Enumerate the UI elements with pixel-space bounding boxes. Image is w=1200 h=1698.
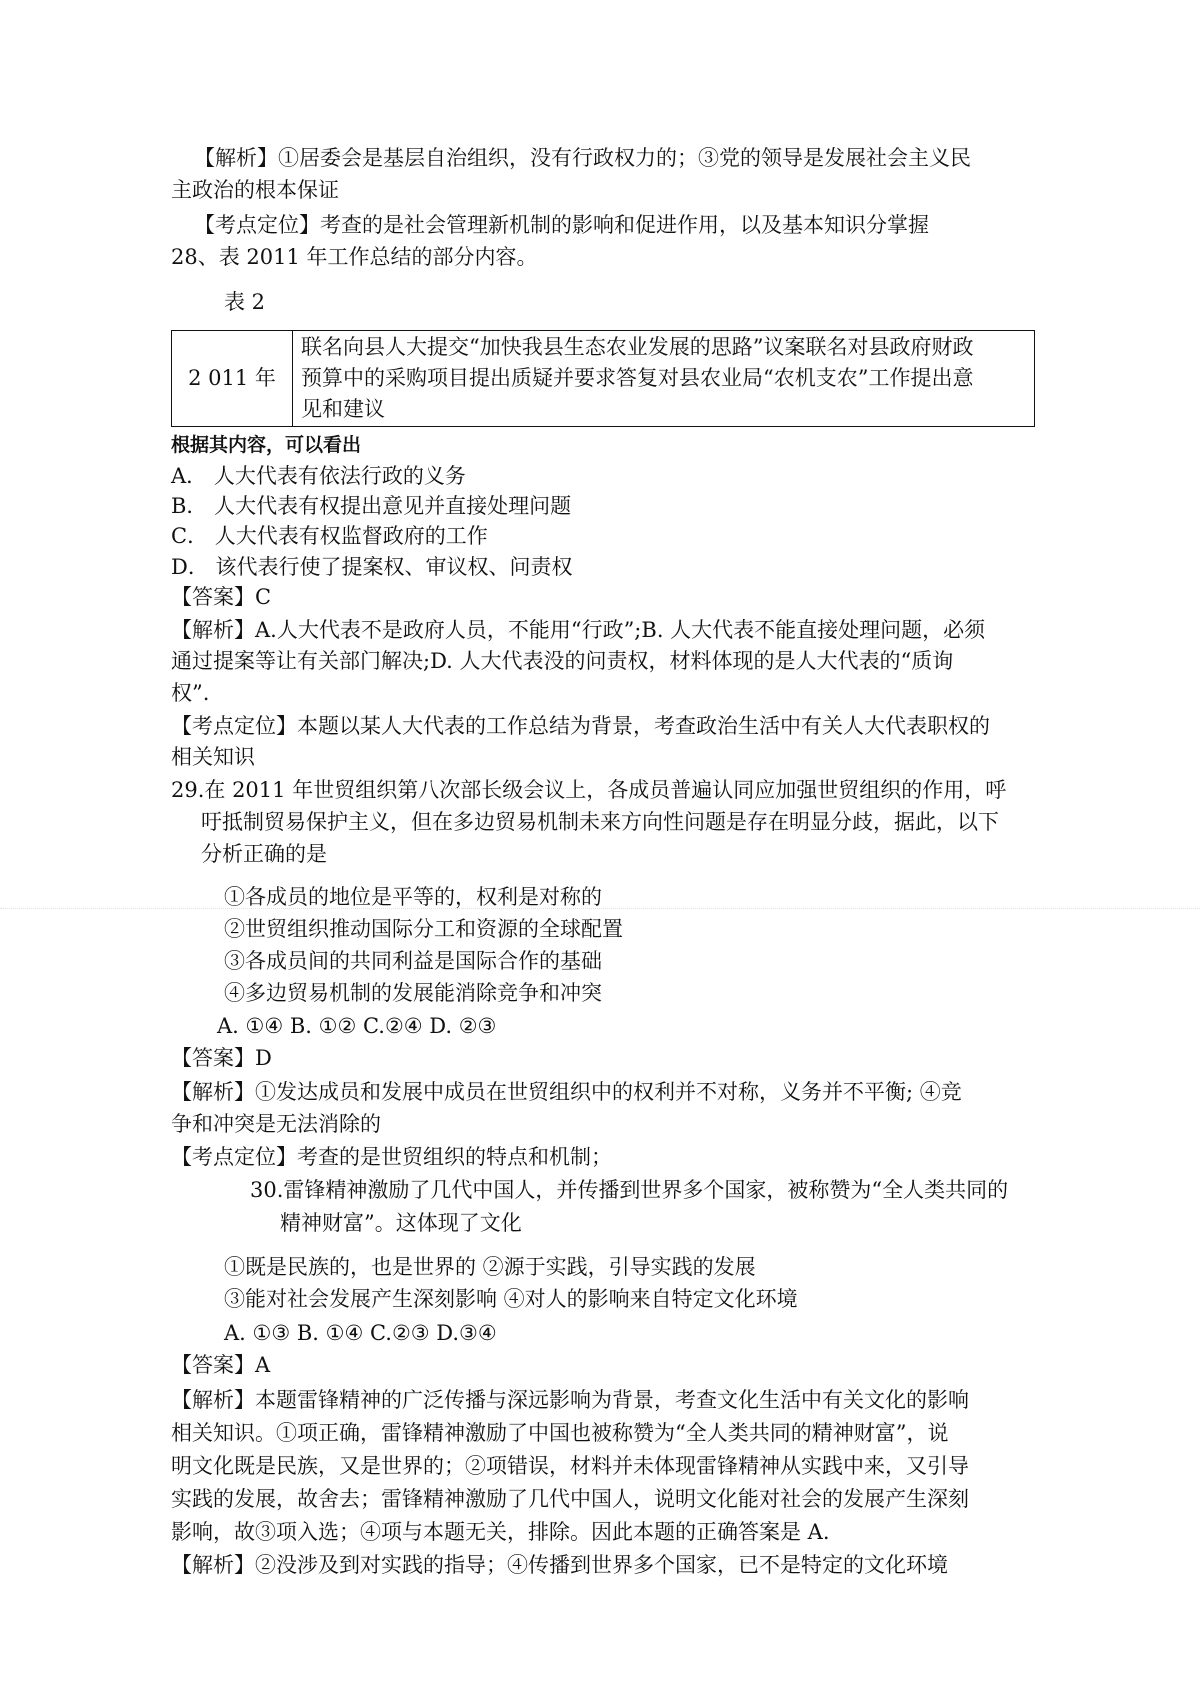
q28-option-a: A． 人大代表有依法行政的义务 <box>171 464 466 488</box>
q30-answer: 【答案】A <box>171 1353 271 1377</box>
q29-stem-line: 29.在 2011 年世贸组织第八次部长级会议上，各成员普遍认同应加强世贸组织的作用，呼 <box>171 778 1007 802</box>
q30-items-line: ①既是民族的，也是世界的 ②源于实践，引导实践的发展 <box>224 1255 756 1279</box>
q28-answer: 【答案】C <box>171 585 272 609</box>
q29-analysis-line: 争和冲突是无法消除的 <box>171 1112 381 1136</box>
q30-analysis-line: 实践的发展，故舍去；雷锋精神激励了几代中国人，说明文化能对社会的发展产生深刻 <box>171 1487 969 1511</box>
q29-analysis-line: 【解析】①发达成员和发展中成员在世贸组织中的权利并不对称，义务并不平衡; ④竞 <box>171 1080 962 1104</box>
table-content-cell <box>293 331 1035 427</box>
q29-choices: A. ①④ B. ①② C.②④ D. ②③ <box>217 1014 497 1038</box>
q28-kaodian-line: 相关知识 <box>171 745 255 769</box>
q28-analysis-line: 通过提案等让有关部门解决;D. 人大代表没的问责权，材料体现的是人大代表的“质询 <box>171 649 954 673</box>
q29-answer: 【答案】D <box>171 1046 272 1070</box>
q30-analysis-line: 【解析】本题雷锋精神的广泛传播与深远影响为背景，考查文化生活中有关文化的影响 <box>171 1388 969 1412</box>
q28-prompt: 根据其内容，可以看出 <box>171 434 362 456</box>
q27-analysis-line2: 主政治的根本保证 <box>171 178 339 202</box>
q29-item: ③各成员间的共同利益是国际合作的基础 <box>224 949 602 973</box>
q29-item: ④多边贸易机制的发展能消除竞争和冲突 <box>224 981 602 1005</box>
q30-items-line: ③能对社会发展产生深刻影响 ④对人的影响来自特定文化环境 <box>224 1287 798 1311</box>
table-content-line: 见和建议 <box>301 397 385 421</box>
q29-stem-line: 分析正确的是 <box>201 842 327 866</box>
table-caption: 表 2 <box>224 290 266 314</box>
q29-stem-line: 吁抵制贸易保护主义，但在多边贸易机制未来方向性问题是存在明显分歧，据此，以下 <box>201 810 999 834</box>
q30-stem-line: 30.雷锋精神激励了几代中国人，并传播到世界多个国家，被称赞为“全人类共同的 <box>250 1178 1009 1202</box>
q29-item: ②世贸组织推动国际分工和资源的全球配置 <box>224 917 623 941</box>
q30-analysis-line: 明文化既是民族，又是世界的；②项错误，材料并未体现雷锋精神从实践中来，又引导 <box>171 1454 969 1478</box>
q29-item: ①各成员的地位是平等的，权利是对称的 <box>224 885 602 909</box>
q28-option-b: B． 人大代表有权提出意见并直接处理问题 <box>171 494 572 518</box>
work-summary-table <box>171 330 1035 427</box>
q30-analysis-line: 影响，故③项入选；④项与本题无关，排除。因此本题的正确答案是 A. <box>171 1520 830 1544</box>
q28-analysis-line: 权”. <box>171 681 210 705</box>
q27-analysis-line1: 【解析】①居委会是基层自治组织，没有行政权力的；③党的领导是发展社会主义民 <box>194 146 971 170</box>
table-content-line: 预算中的采购项目提出质疑并要求答复对县农业局“农机支农”工作提出意 <box>301 366 974 390</box>
q28-option-d: D． 该代表行使了提案权、审议权、问责权 <box>171 555 573 579</box>
q29-kaodian: 【考点定位】考查的是世贸组织的特点和机制； <box>171 1145 612 1169</box>
q28-kaodian-line: 【考点定位】本题以某人大代表的工作总结为背景，考查政治生活中有关人大代表职权的 <box>171 714 990 738</box>
table-content-line: 联名向县人大提交“加快我县生态农业发展的思路”议案联名对县政府财政 <box>301 335 974 359</box>
q28-stem: 28、表 2011 年工作总结的部分内容。 <box>171 245 538 269</box>
table-year-cell: 2 011 年 <box>172 331 293 427</box>
q27-kaodian: 【考点定位】考查的是社会管理新机制的影响和促进作用，以及基本知识分掌握 <box>194 213 929 237</box>
table-row <box>172 331 1035 427</box>
q28-analysis-line: 【解析】A.人大代表不是政府人员，不能用“行政”;B. 人大代表不能直接处理问题，必须 <box>171 618 986 642</box>
q28-option-c: C． 人大代表有权监督政府的工作 <box>171 524 488 548</box>
q30-analysis-line: 相关知识。①项正确，雷锋精神激励了中国也被称赞为“全人类共同的精神财富”，说 <box>171 1421 949 1445</box>
q30-choices: A. ①③ B. ①④ C.②③ D.③④ <box>224 1321 497 1345</box>
q30-analysis2: 【解析】②没涉及到对实践的指导；④传播到世界多个国家，已不是特定的文化环境 <box>171 1553 948 1577</box>
q30-stem-line: 精神财富”。这体现了文化 <box>280 1211 522 1235</box>
